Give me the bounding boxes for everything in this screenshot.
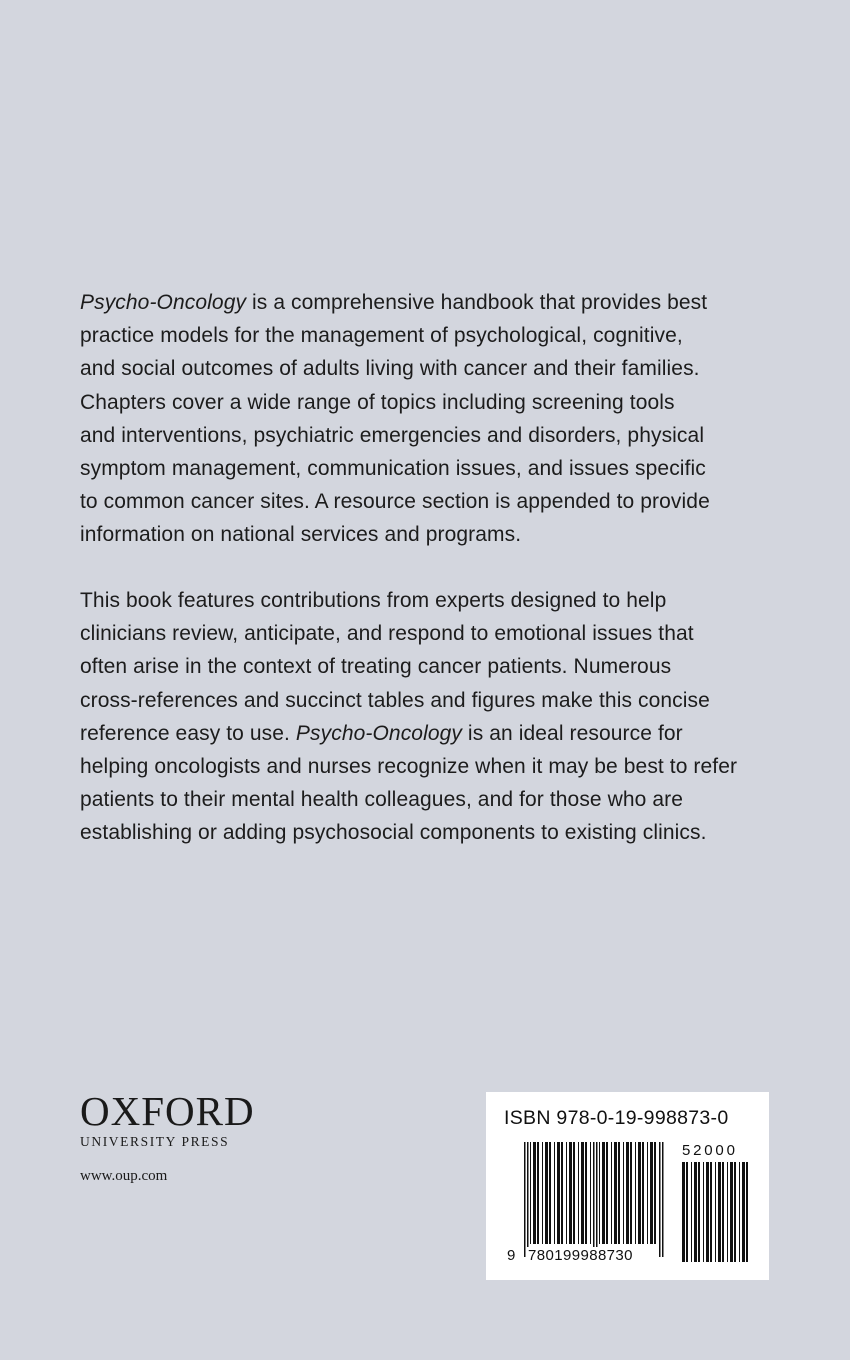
barcode-guard-bar bbox=[593, 1142, 595, 1257]
barcode-lead-digit: 9 bbox=[507, 1247, 516, 1264]
barcode-bar bbox=[530, 1142, 531, 1244]
barcode-guard-bar bbox=[527, 1142, 529, 1257]
barcode-bar bbox=[694, 1162, 697, 1262]
barcode-bar bbox=[691, 1162, 692, 1262]
barcode-bar bbox=[566, 1142, 567, 1244]
book-title-emphasis: Psycho-Oncology bbox=[295, 721, 462, 745]
text-segment: reference easy to use. bbox=[80, 721, 296, 745]
description-paragraph-1 bbox=[80, 286, 780, 552]
text-line: patients to their mental health colleagues, and for those who are bbox=[80, 788, 684, 812]
barcode-bar bbox=[654, 1142, 656, 1244]
text-segment: to common cancer sites. A resource section is appended to provide bbox=[80, 490, 710, 514]
book-title-emphasis: Psycho-Oncology bbox=[80, 291, 247, 314]
text-segment: Chapters cover a wide range of topics including screening tools bbox=[80, 390, 675, 414]
text-segment: is a comprehensive handbook that provides best bbox=[246, 291, 708, 314]
barcode-bar bbox=[618, 1142, 620, 1244]
barcode-bar bbox=[590, 1142, 591, 1244]
text-segment: and social outcomes of adults living with cancer and their families. bbox=[80, 357, 700, 381]
barcode-bar bbox=[647, 1142, 648, 1244]
text-line bbox=[80, 286, 780, 319]
description-paragraph-2 bbox=[80, 584, 780, 850]
barcode-bar bbox=[602, 1142, 605, 1244]
barcode-guard-bar bbox=[524, 1142, 526, 1257]
barcode-bar bbox=[585, 1142, 587, 1244]
barcode-digits: 780199988730 bbox=[528, 1247, 633, 1264]
barcode-bar bbox=[561, 1142, 563, 1244]
barcode-bar bbox=[742, 1162, 745, 1262]
barcode-bar bbox=[542, 1142, 543, 1244]
barcode-bar bbox=[606, 1142, 608, 1244]
barcode-bar bbox=[722, 1162, 724, 1262]
barcode-bar bbox=[626, 1142, 629, 1244]
text-segment: information on national services and programs. bbox=[80, 523, 522, 547]
text-line: cross-references and succinct tables and figures make this concise bbox=[80, 688, 710, 712]
barcode-bar bbox=[730, 1162, 733, 1262]
text-line bbox=[80, 452, 780, 485]
barcode-bar bbox=[533, 1142, 536, 1244]
text-segment: is an ideal resource for bbox=[462, 721, 683, 745]
barcode-bar bbox=[614, 1142, 617, 1244]
barcode-bar bbox=[703, 1162, 704, 1262]
text-line bbox=[80, 485, 780, 518]
barcode-guard-bar bbox=[662, 1142, 664, 1257]
text-line bbox=[80, 319, 780, 352]
barcode-bar bbox=[706, 1162, 709, 1262]
text-segment: and interventions, psychiatric emergencies and disorders, physical bbox=[80, 423, 705, 447]
text-line bbox=[80, 419, 780, 452]
text-line: clinicians review, anticipate, and respond to emotional issues that bbox=[80, 622, 694, 646]
barcode-bar bbox=[545, 1142, 548, 1244]
publisher-logo bbox=[80, 1088, 255, 1151]
text-line bbox=[80, 518, 780, 551]
publisher-website: www.oup.com bbox=[80, 1168, 168, 1184]
barcode-bar bbox=[578, 1142, 579, 1244]
barcode-bar bbox=[554, 1142, 555, 1244]
barcode-bar bbox=[739, 1162, 740, 1262]
barcode-bar bbox=[718, 1162, 721, 1262]
barcode-bar bbox=[642, 1142, 644, 1244]
barcode-bar bbox=[715, 1162, 716, 1262]
barcode-bar bbox=[573, 1142, 575, 1244]
barcode-bar bbox=[727, 1162, 728, 1262]
text-line: helping oncologists and nurses recognize when it may be best to refer bbox=[80, 755, 738, 779]
barcode-bar bbox=[599, 1142, 600, 1244]
text-line bbox=[80, 386, 780, 419]
barcode-bar bbox=[623, 1142, 624, 1244]
barcode-bar bbox=[611, 1142, 612, 1244]
text-line bbox=[80, 352, 780, 385]
publisher-name: OXFORD bbox=[80, 1088, 255, 1134]
barcode-bar bbox=[630, 1142, 632, 1244]
barcode-bar bbox=[569, 1142, 572, 1244]
text-line: often arise in the context of treating cancer patients. Numerous bbox=[80, 655, 672, 679]
barcode-guard-bar bbox=[596, 1142, 598, 1257]
barcode-bar bbox=[698, 1162, 700, 1262]
price-code: 52000 bbox=[682, 1142, 738, 1159]
text-line: establishing or adding psychosocial components to existing clinics. bbox=[80, 821, 707, 845]
barcode-bar bbox=[734, 1162, 736, 1262]
barcode-bar bbox=[686, 1162, 688, 1262]
isbn-label: ISBN 978-0-19-998873-0 bbox=[504, 1107, 729, 1129]
barcode-bar bbox=[650, 1142, 653, 1244]
publisher-subtitle: UNIVERSITY PRESS bbox=[80, 1134, 230, 1149]
barcode-bar bbox=[638, 1142, 641, 1244]
barcode-guard-bar bbox=[659, 1142, 661, 1257]
isbn-barcode-panel bbox=[486, 1092, 769, 1280]
barcode-bar bbox=[537, 1142, 539, 1244]
barcode-bar bbox=[557, 1142, 560, 1244]
text-segment: symptom management, communication issues, and issues specific bbox=[80, 457, 706, 481]
barcode-bar bbox=[682, 1162, 685, 1262]
text-line bbox=[80, 717, 780, 750]
barcode-bar bbox=[549, 1142, 551, 1244]
text-segment: practice models for the management of psychological, cognitive, bbox=[80, 324, 683, 348]
barcode-bar bbox=[710, 1162, 712, 1262]
text-line: This book features contributions from experts designed to help bbox=[80, 589, 667, 612]
barcode-bar bbox=[746, 1162, 748, 1262]
barcode-bar bbox=[635, 1142, 636, 1244]
barcode-bar bbox=[581, 1142, 584, 1244]
